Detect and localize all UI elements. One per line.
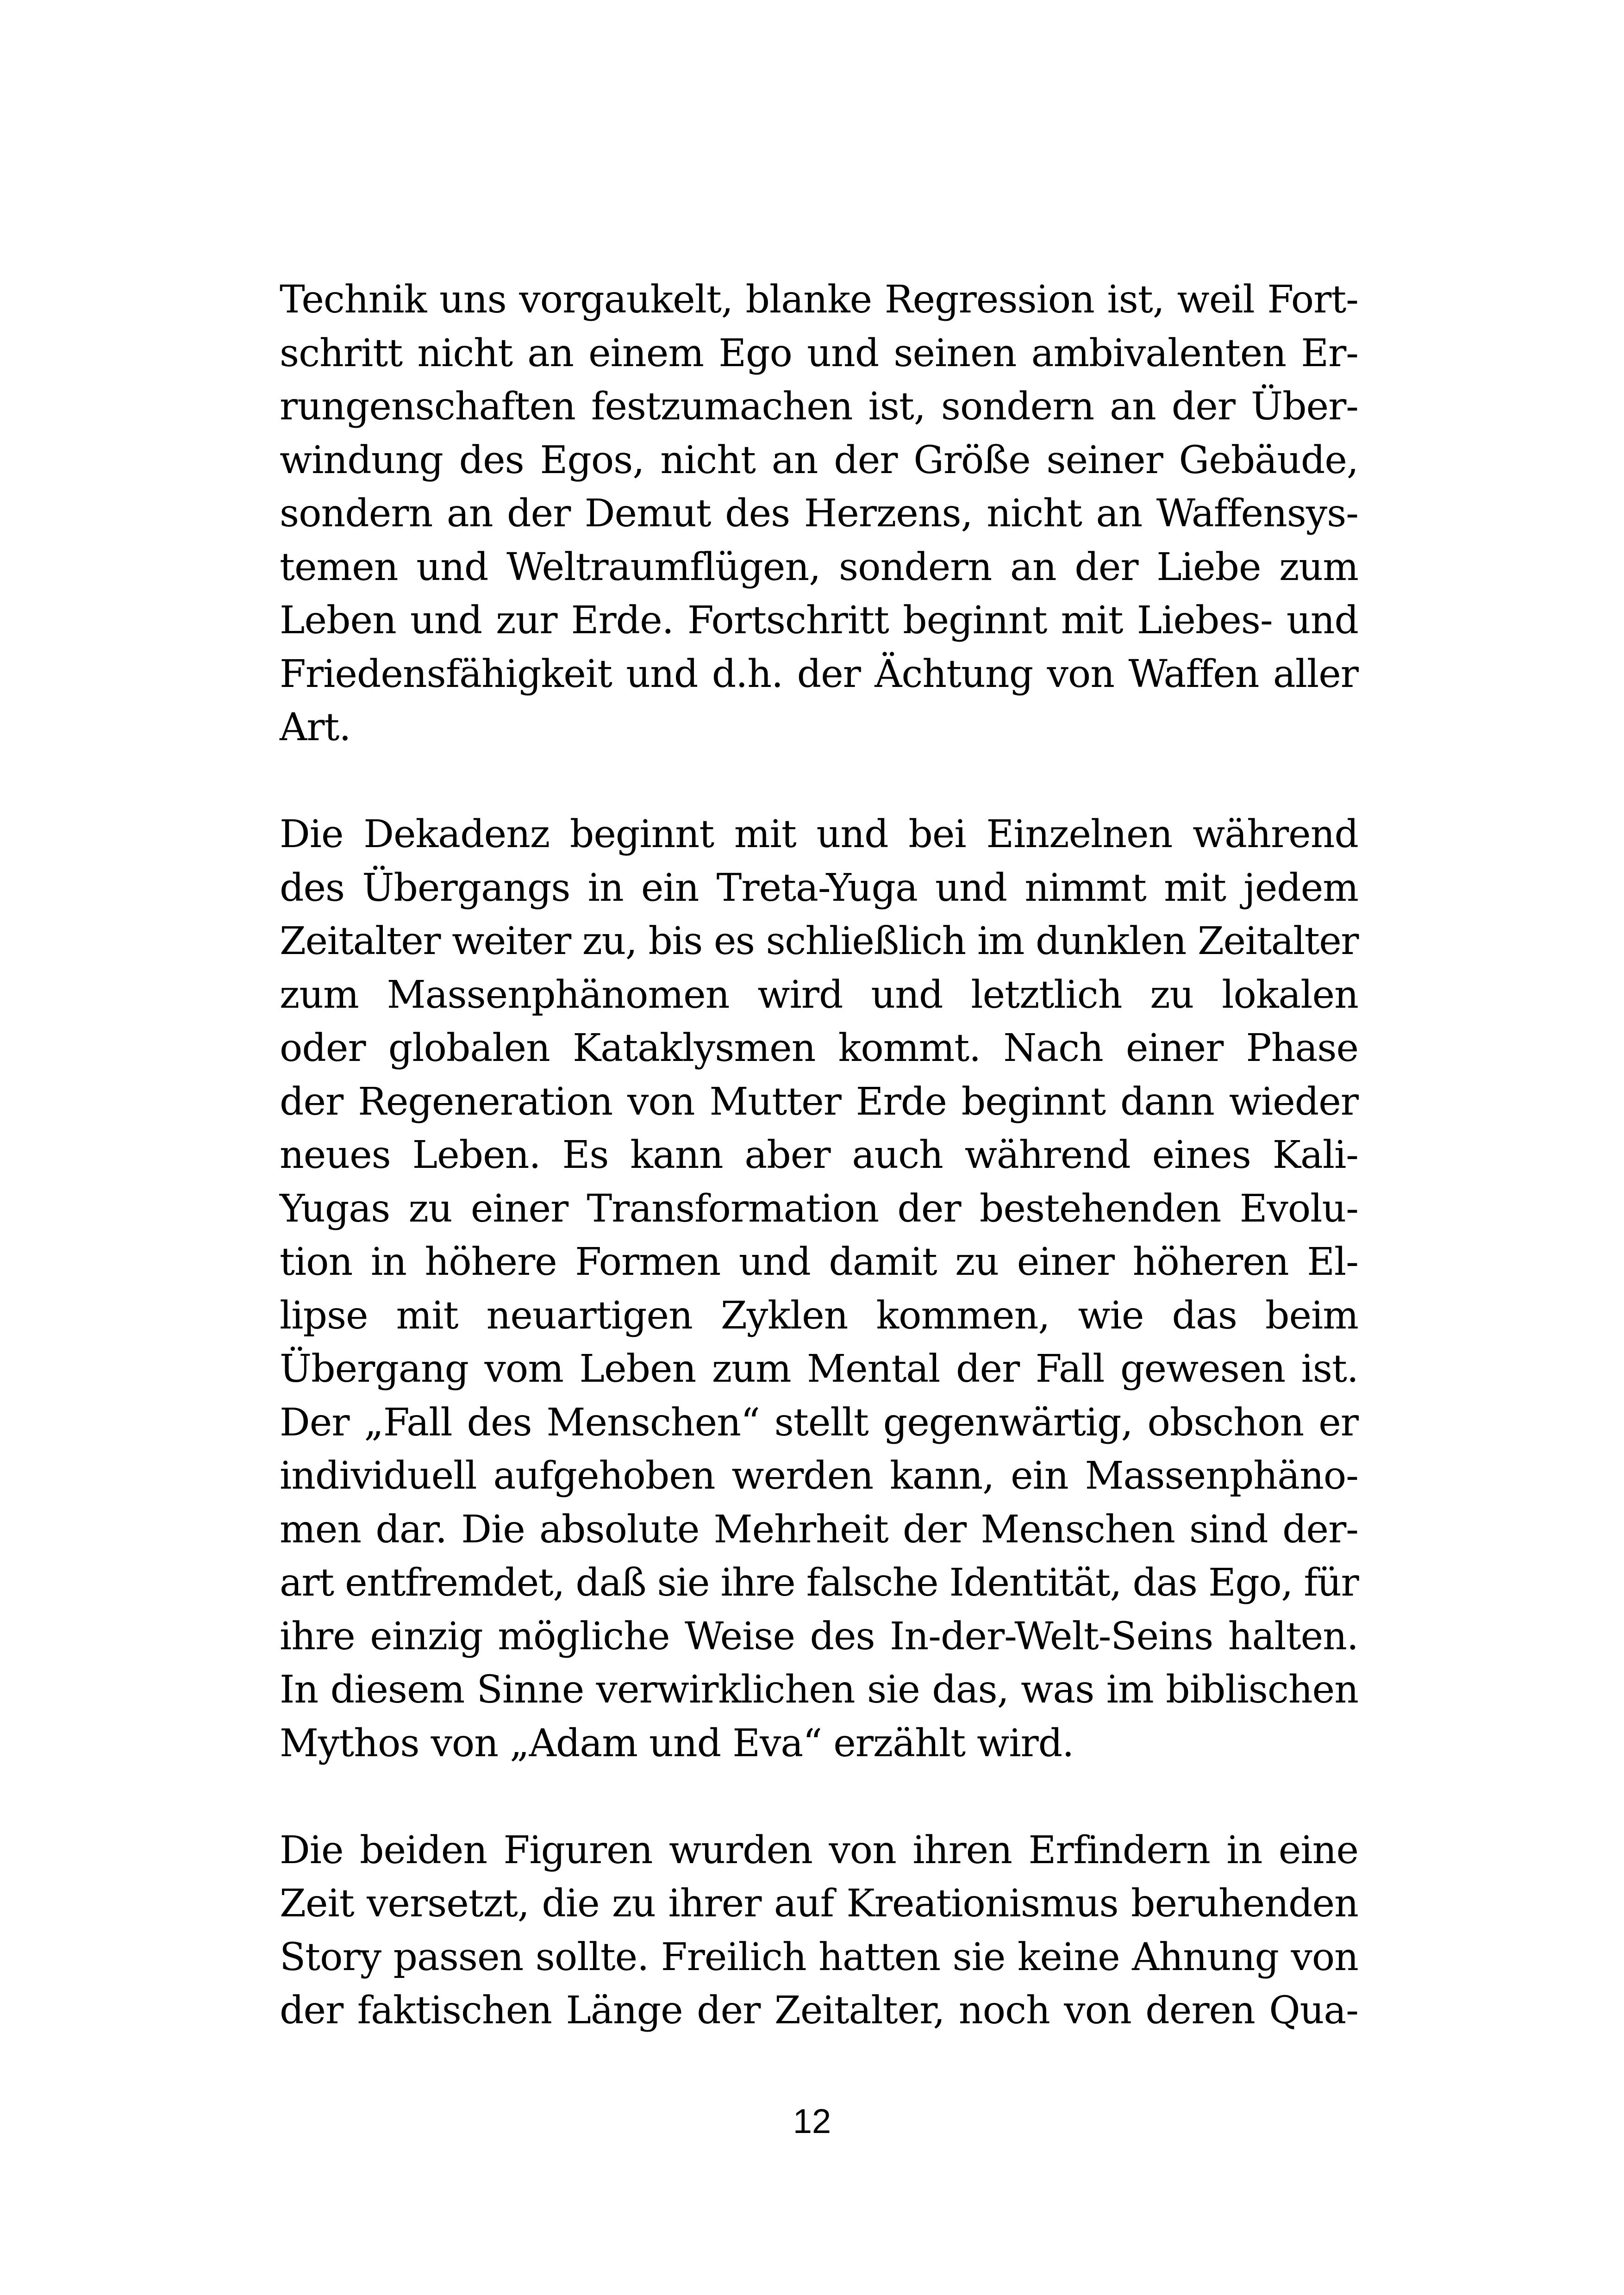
text-line: zum Massenphänomen wird und letztlich zu lokalen [280, 973, 1358, 1017]
text-line: Technik uns vorgaukelt, blanke Regression ist, weil Fort- [280, 278, 1358, 322]
text-line: sondern an der Demut des Herzens, nicht an Waffensys- [280, 492, 1358, 536]
text-line: In diesem Sinne verwirklichen sie das, was im biblischen [280, 1668, 1358, 1712]
text-line: Mythos von „Adam und Eva“ erzählt wird. [280, 1721, 1074, 1765]
body-text [280, 273, 1358, 2038]
text-line: neues Leben. Es kann aber auch während eines Kali- [280, 1133, 1358, 1177]
page-number: 12 [793, 2102, 831, 2140]
text-line: art entfremdet, daß sie ihre falsche Identität, das Ego, für [280, 1561, 1359, 1605]
text-line: men dar. Die absolute Mehrheit der Menschen sind der- [280, 1507, 1358, 1552]
paragraph-gap [280, 755, 1358, 808]
text-line: schritt nicht an einem Ego und seinen ambivalenten Er- [280, 331, 1358, 375]
text-line: des Übergangs in ein Treta-Yuga und nimmt mit jedem [280, 866, 1358, 910]
paragraph-3 [280, 1824, 1358, 2038]
text-line: der faktischen Länge der Zeitalter, noch von deren Qua- [280, 1989, 1358, 2033]
paragraph-1 [280, 273, 1358, 755]
text-line: der Regeneration von Mutter Erde beginnt dann wieder [280, 1079, 1358, 1124]
text-line: Friedensfähigkeit und d.h. der Ächtung von Waffen aller [280, 652, 1358, 696]
text-line: Story passen sollte. Freilich hatten sie keine Ahnung von [280, 1935, 1358, 1979]
text-line: oder globalen Kataklysmen kommt. Nach einer Phase [280, 1026, 1358, 1070]
text-line: Der „Fall des Menschen“ stellt gegenwärtig, obschon er [280, 1400, 1358, 1445]
text-line: windung des Egos, nicht an der Größe seiner Gebäude, [280, 438, 1358, 482]
text-line: Art. [280, 705, 351, 749]
text-line: rungenschaften festzumachen ist, sondern an der Über- [280, 385, 1358, 429]
text-line: temen und Weltraumflügen, sondern an der Liebe zum [280, 545, 1358, 589]
text-line: individuell aufgehoben werden kann, ein Massenphäno- [280, 1454, 1358, 1498]
text-line: lipse mit neuartigen Zyklen kommen, wie das beim [280, 1293, 1358, 1338]
text-line: Zeitalter weiter zu, bis es schließlich im dunklen Zeitalter [280, 919, 1358, 963]
paragraph-gap [280, 1770, 1358, 1824]
text-line: Die Dekadenz beginnt mit und bei Einzelnen während [280, 812, 1358, 856]
text-line: Yugas zu einer Transformation der bestehenden Evolu- [280, 1186, 1358, 1231]
text-line: Zeit versetzt, die zu ihrer auf Kreationismus beruhenden [280, 1882, 1358, 1926]
text-line: Übergang vom Leben zum Mental der Fall gewesen ist. [280, 1347, 1358, 1391]
text-line: Leben und zur Erde. Fortschritt beginnt mit Liebes- und [280, 599, 1358, 642]
text-line: Die beiden Figuren wurden von ihren Erfindern in eine [280, 1828, 1358, 1872]
paragraph-2 [280, 808, 1358, 1770]
text-line: tion in höhere Formen und damit zu einer höheren El- [280, 1240, 1358, 1284]
text-line: ihre einzig mögliche Weise des In-der-Welt-Seins halten. [280, 1614, 1358, 1659]
